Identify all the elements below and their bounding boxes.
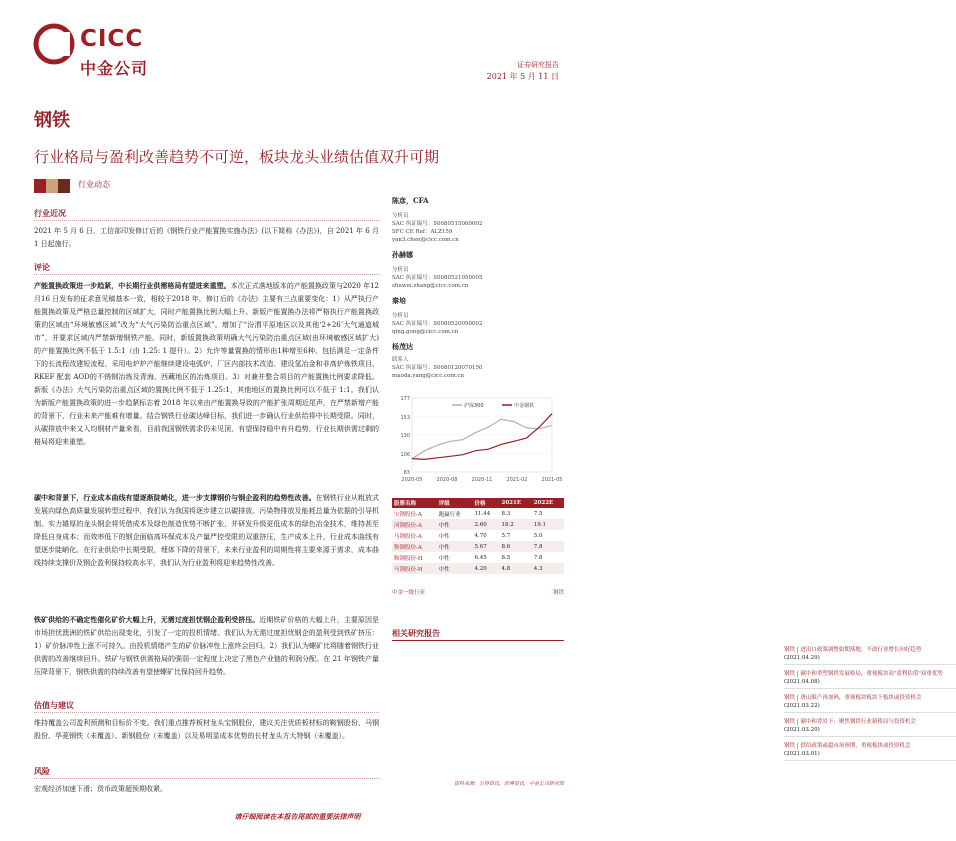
table-row	[392, 552, 564, 563]
table-cell: 5.0	[533, 532, 543, 539]
table-header-row	[392, 498, 564, 508]
table-cell: 8.6	[500, 541, 532, 552]
related-report-date: (2021.04.29)	[784, 655, 820, 661]
table-cell: 7.8	[532, 541, 564, 552]
related-report-item[interactable]	[784, 718, 956, 737]
related-research-list	[392, 646, 943, 766]
x-tick-label: 2021-02	[506, 477, 528, 483]
document-date: 2021 年 5 月 11 日	[486, 72, 559, 81]
analyst-line: SAC 执证编号：S0080515060002	[392, 221, 483, 227]
analyst-email: yan3.chen@cicc.com.cn	[392, 237, 459, 243]
section-title: 风险	[34, 766, 379, 779]
report-headline: 行业格局与盈利改善趋势不可逆，板块龙头业绩估值双升可期	[34, 148, 440, 166]
related-report-date: (2021.04.08)	[784, 679, 820, 685]
analyst-card	[392, 250, 560, 290]
analyst-role: 分析员	[392, 267, 409, 273]
x-tick-label: 2020-08	[436, 477, 458, 483]
table-cell: 跑赢行业	[438, 511, 461, 518]
document-type: 证券研究报告	[517, 61, 559, 69]
legend-label: 中金钢铁	[514, 403, 535, 409]
related-report-item[interactable]	[784, 694, 956, 713]
section-title: 估值与建议	[34, 700, 379, 713]
related-report-title[interactable]: 钢铁 | 碳中和重塑钢铁发展格局，重视板块高"盈利估值"双重优势	[784, 671, 943, 677]
table-cell: 4.20	[472, 563, 499, 574]
table-cell: 18.2	[500, 519, 532, 530]
tag-color-bar	[34, 178, 70, 192]
x-tick-label: 2021-05	[541, 477, 563, 483]
table-cell: 鞍钢股份-H	[394, 555, 423, 562]
section-text: 维持覆盖公司盈利预测和目标价不变。我们重点推荐板材龙头宝钢股份，建议关注优质板材标的鞍钢股份、马钢股份、华菱钢铁（未覆盖）、新钢股份（未覆盖）以及易明显成本优势的长材龙头方大特钢（未覆盖）。	[34, 719, 379, 740]
related-report-item[interactable]	[784, 670, 956, 689]
table-cell: 中性	[437, 563, 473, 574]
analyst-line: SAC 执证编号：S0080521050005	[392, 275, 483, 281]
analyst-name: 秦培	[392, 296, 406, 305]
table-cell: 4.8	[500, 563, 532, 574]
performance-chart-svg	[392, 392, 563, 492]
table-footnote	[392, 588, 564, 596]
table-row	[392, 519, 564, 530]
performance-chart	[392, 392, 563, 492]
logo-text-cn: 中金公司	[80, 59, 149, 78]
table-row	[392, 563, 564, 574]
analyst-email: maoda.yang@cicc.com.cn	[392, 373, 465, 379]
analyst-card	[392, 296, 560, 336]
y-tick-label: 153	[400, 414, 410, 421]
x-tick-label: 2020-05	[401, 477, 423, 483]
section-text: 2021 年 5 月 6 日，工信部印发修订后的《钢铁行业产能置换实施办法》(以下简称《办法》)，自 2021 年 6 月 1 日起施行。	[34, 227, 379, 248]
report-tag: 行业动态	[78, 180, 110, 189]
related-report-item[interactable]	[784, 646, 956, 665]
y-tick-label: 106	[400, 451, 410, 458]
table-footnote-industry: 中金一级行业	[392, 590, 426, 596]
related-report-date: (2021.03.22)	[784, 703, 820, 709]
section-title: 行业近况	[34, 208, 379, 221]
table-cell: 8.5	[501, 554, 511, 561]
comment-paragraph-1: 产能置换政策进一步趋紧，中长期行业供需格局有望进来重塑。本次正式落地版本的产能置换政策与2020 年12 月16 日发布的征求意见稿基本一致，相较于2018 年，修订后的《办法》主要有三点重要变化：1）从严执行产能置换政策及严格总量控制的区域扩大，同时产能置换比例大幅上升。新版产能置换办法将严格执行产能置换政策的区域由“环境敏感区域”改为“大气污染防治重点区域”。增加了“汾渭平原地区以及其他‘2+26’大气通道城市”，并要求区域内严禁新增钢铁产能。同时，新版置换政策明确大气污染防治重点区域(由环境敏感区域扩大)的产能置换比例不低于 1.5:1（由 1.25: 1 提升）。2）允许等量置换的情形由1种增至6种。包括满足一定条件下的长流程改建短流程、采用电炉炉产能继续建设电弧炉、厂区内部技术改造、建设氢冶金和非高炉炼铁项目、RKEF 配套 AOD的不锈钢冶炼及青海、西藏地区的冶炼项目。3）对兼并整合项目的产能置换比例要求降低。新版《办法》大气污染防治重点区域的置换比例不低于 1.25:1，其他地区的置换比例可以不低于 1:1。我们认为新版产能置换政策的进一步趋紧标志着 2018 年以来由产能置换导致的产能扩张周期近尾声，在严禁新增产能的背景下，行业未来产能难有增量。结合钢铁行业碳达峰目标，我们进一步确认行业供给将中长期受限。同时，从碳排放中来又入均钢材产量来看，目前我国钢铁需求仍未见顶，有望保持稳中有升趋势，行业长期供需过剩的格局将迎来重塑。	[34, 281, 379, 446]
comment-paragraph-2: 碳中和背景下，行业成本曲线有望逐渐陡峭化，进一步支撑钢价与钢企盈利的趋势性改善。在钢铁行业从粗放式发展向绿色高质量发展转型过程中，我们认为我国将逐步建立以碳排放、污染物排放及能耗总量为依据的引导机制。实力雄厚的龙头钢企将凭借成本及绿色制造优势不断扩张，并研发升级更低成本的绿色冶金技术，维持甚至降低自身成本；而效率低下的钢企面临高环保成本及产量严控受限的双重挤压，生产成本上升，行业成本曲线有望逐步陡峭化。在行业供给中长期受限，埋体下降的背景下，未来行业盈利的周期性将主要来源于需求，成本曲线持续支撑价及钢企盈利保持较高水平，我们认为行业盈利将迎来趋势性改善。	[34, 493, 380, 567]
table-cell: 中性	[438, 555, 450, 562]
table-row	[392, 541, 564, 552]
table-cell: 4.70	[474, 532, 487, 539]
section-title: 评论	[34, 262, 379, 275]
table-cell: 4.3	[532, 563, 564, 574]
analyst-role: 分析员	[392, 313, 409, 319]
analyst-email: shuwei.zhang@cicc.com.cn	[392, 283, 469, 289]
section-text: 宏观经济加速下滑；货币政策超预期收紧。	[34, 785, 167, 793]
table-cell: 鞍钢股份-A	[392, 541, 437, 552]
series-line	[412, 414, 552, 460]
table-cell: 7.5	[533, 510, 543, 517]
related-report-date: (2021.03.01)	[784, 751, 820, 757]
analyst-name: 孙赫娜	[392, 250, 413, 259]
sector-title: 钢铁	[34, 110, 70, 131]
table-cell: 中性	[437, 541, 473, 552]
analyst-list	[392, 196, 560, 380]
analyst-role: 联系人	[392, 357, 409, 363]
related-report-title[interactable]: 钢铁 | 唐山限产再加码，重视板块板块下板块或投资机会	[784, 695, 922, 701]
analyst-line: SAC 执证编号：S0080520090002	[392, 321, 483, 327]
comment-paragraph-3: 铁矿供给的不确定性催化矿价大幅上升，无需过度担忧钢企盈利受挤压。近期铁矿价格的大幅上升，主要原因是市场担忧澳洲的铁矿供给出现变化，引发了一定的投机情绪。我们认为无需过度担忧钢企的盈利受到铁矿挤压：1）矿价脉冲性上涨不可持久。由投机情绪产生的矿价脉冲性上涨终会回归。2）我们认为螺矿比将随着钢铁行业供需的改善继续回升。铁矿与钢铁供需格局的强弱一定程度上决定了黑色产业链的利润分配。在 21 年钢铁产量压降背景下，钢铁供需的持续改善有望使螺矿比保持回升趋势。	[34, 615, 380, 676]
y-tick-label: 83	[403, 470, 410, 476]
related-research-title: 相关研究报告	[392, 628, 564, 641]
table-cell: 8.3	[501, 510, 511, 517]
table-cell: 河钢股份-A	[392, 519, 437, 530]
table-cell: 马钢股份-A	[394, 533, 422, 540]
series-line	[412, 419, 552, 458]
table-cell: 7.8	[533, 554, 543, 561]
analyst-line: SAC 执证编号：S0080120070150	[392, 365, 483, 371]
analyst-name: 陈彦，CFA	[392, 196, 429, 205]
table-cell: 中性	[437, 519, 473, 530]
table-cell: 2.60	[472, 519, 499, 530]
analyst-name: 杨茂达	[392, 342, 413, 351]
x-tick-label: 2020-11	[471, 477, 493, 483]
logo-text-en: CICC	[80, 26, 144, 52]
table-cell: 11.44	[474, 510, 491, 517]
related-report-title[interactable]: 钢铁 | 进出口政策调整如期落地，不改行业增长向好趋势	[784, 647, 922, 653]
y-tick-label: 177	[400, 396, 410, 402]
table-header: 2022E	[532, 498, 564, 508]
related-report-title[interactable]: 钢铁 | 供给政策或超市场预期，重视板块或投资机会	[784, 743, 911, 749]
table-row	[392, 508, 564, 519]
table-cell: 宝钢股份-A	[394, 511, 422, 518]
table-cell: 中性	[438, 533, 450, 540]
section-overview	[34, 208, 379, 251]
table-header: 评级	[437, 498, 473, 508]
source-note: 资料来源：万得资讯，彭博资讯，中金公司研究部	[453, 781, 564, 787]
related-report-date: (2021.03.20)	[784, 727, 820, 733]
table-header: 股票名称	[392, 498, 437, 508]
legal-footer: 请仔细阅读在本报告尾部的重要法律声明	[234, 812, 361, 821]
related-report-item[interactable]	[784, 742, 956, 761]
table-header: 2021E	[500, 498, 532, 508]
table-cell: 马钢股份-H	[392, 563, 437, 574]
logo-mark-icon	[34, 22, 74, 66]
analyst-line: SFC CE Ref：ALZ159	[392, 229, 453, 235]
analyst-role: 分析员	[392, 213, 409, 219]
cicc-logo	[34, 20, 164, 80]
related-report-title[interactable]: 钢铁 | 碳中和背景下：聚焦钢铁行业新格局与投资机会	[784, 719, 916, 725]
table-footnote-sector: 钢铁	[552, 590, 564, 596]
y-tick-label: 130	[400, 433, 410, 439]
table-cell: 5.67	[472, 541, 499, 552]
section-valuation	[34, 700, 379, 743]
table-cell: 19.1	[532, 519, 564, 530]
analyst-card	[392, 196, 560, 244]
valuation-table	[392, 498, 564, 574]
legend-label: 沪深300	[464, 403, 484, 409]
analyst-card	[392, 342, 560, 380]
analyst-email: qing.gong@cicc.com.cn	[392, 329, 459, 335]
table-cell: 6.45	[474, 554, 487, 561]
table-cell: 5.7	[501, 532, 511, 539]
table-header: 价格	[472, 498, 499, 508]
table-row	[392, 530, 564, 541]
section-risk	[34, 766, 379, 796]
section-comment	[34, 262, 379, 703]
